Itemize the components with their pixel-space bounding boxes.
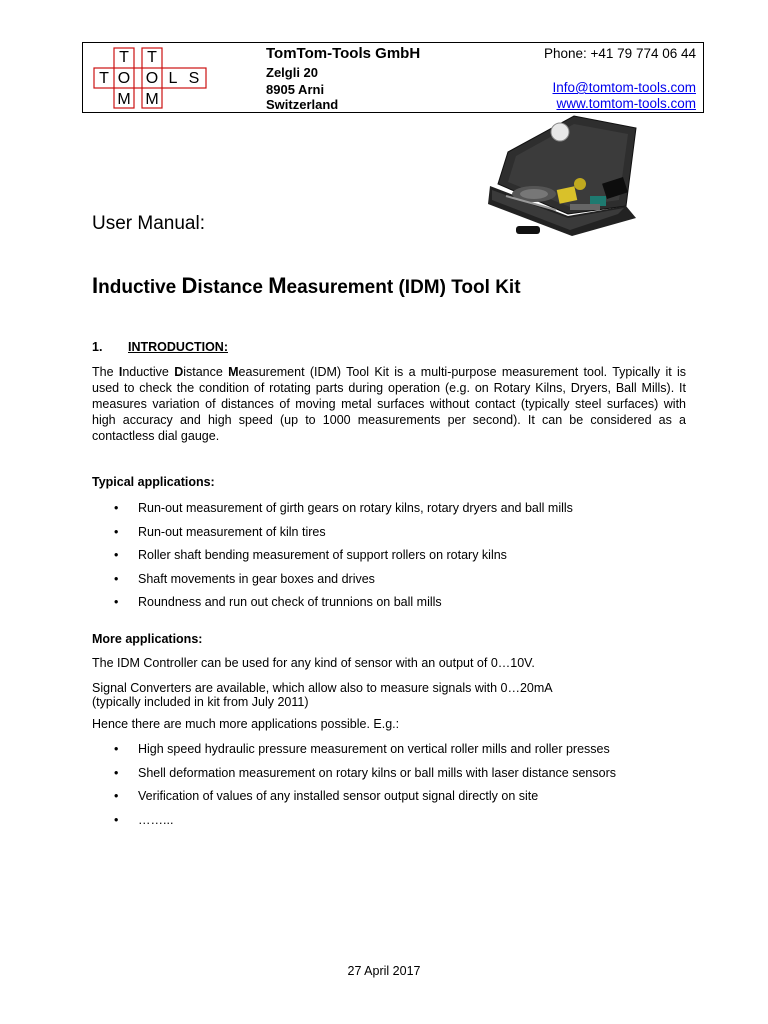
- intro-text-part: The: [92, 365, 119, 379]
- title-part: (IDM) Tool Kit: [398, 277, 521, 298]
- intro-text-part: I: [118, 365, 123, 379]
- bullet-icon: •: [114, 571, 119, 586]
- more-applications-text-1: The IDM Controller can be used for any kind of sensor with an output of 0…10V.: [92, 656, 535, 670]
- more-applications-heading: More applications:: [92, 632, 203, 646]
- typical-applications-list: [92, 500, 692, 618]
- logo-letter: M: [117, 91, 131, 108]
- document-title: [92, 273, 521, 299]
- bullet-icon: •: [114, 789, 119, 803]
- more-applications-text-2: Signal Converters are available, which allow also to measure signals with 0…20mA: [92, 681, 553, 695]
- list-item: [92, 741, 692, 765]
- list-item-text: Roller shaft bending measurement of support rollers on rotary kilns: [138, 548, 507, 562]
- tool-kit-case-photo: [486, 114, 646, 248]
- bullet-icon: •: [114, 501, 119, 515]
- address-street: Zelgli 20: [266, 65, 319, 80]
- logo-letter: L: [168, 70, 178, 87]
- intro-text-part: nductive: [122, 365, 175, 379]
- list-item: [92, 812, 692, 836]
- title-part: M: [268, 273, 287, 298]
- logo-letter: S: [188, 70, 200, 87]
- list-item-text: High speed hydraulic pressure measurement on vertical roller mills and roller presses: [138, 742, 610, 756]
- title-part: easurement: [286, 277, 399, 298]
- bullet-icon: •: [114, 765, 119, 780]
- logo-letter: T: [119, 49, 129, 66]
- logo-letter: O: [145, 70, 159, 87]
- typical-applications-heading: Typical applications:: [92, 475, 215, 489]
- list-item-text: Roundness and run out check of trunnions on ball mills: [138, 595, 442, 609]
- list-item-text: Verification of values of any installed sensor output signal directly on site: [138, 789, 539, 803]
- bullet-icon: •: [114, 524, 119, 539]
- list-item: [92, 524, 692, 548]
- list-item-text: ……...: [138, 812, 174, 827]
- title-part: nductive: [98, 277, 182, 298]
- list-item-text: Run-out measurement of kiln tires: [138, 524, 326, 539]
- logo-letter: M: [145, 91, 159, 108]
- more-applications-text-3: (typically included in kit from July 2011): [92, 695, 309, 709]
- intro-text-part: M: [228, 365, 239, 379]
- user-manual-label: User Manual:: [92, 213, 205, 234]
- list-item: [92, 571, 692, 595]
- list-item: [92, 594, 692, 618]
- list-item: [92, 765, 692, 789]
- website-link[interactable]: www.tomtom-tools.com: [556, 96, 696, 111]
- list-item-text: Shell deformation measurement on rotary kilns or ball mills with laser distance sensors: [138, 765, 616, 780]
- bullet-icon: •: [114, 812, 119, 827]
- list-item: [92, 788, 692, 812]
- company-name: TomTom-Tools GmbH: [266, 45, 421, 62]
- intro-text-part: easurement (IDM) Tool Kit is a multi-purpose measurement tool. Typically it is used to check the condition of rotating parts during operation (e.g. on Rotary Kilns, Dryers, Ball Mills). It measures variation of distances of moving metal surfaces without contact (typically steel surfaces) with high accuracy and high speed (up to 1000 measurements per second). It can be considered as a contactless dial gauge.: [92, 365, 687, 443]
- email-link[interactable]: Info@tomtom-tools.com: [552, 80, 696, 95]
- phone-number: Phone: +41 79 774 06 44: [543, 46, 696, 61]
- tomtom-tools-logo: [92, 46, 210, 112]
- section-number: 1.: [92, 340, 103, 354]
- bullet-icon: •: [114, 548, 119, 562]
- section-title: INTRODUCTION:: [128, 340, 228, 354]
- list-item: [92, 547, 692, 571]
- document-date: 27 April 2017: [347, 964, 421, 978]
- intro-text-part: istance: [183, 365, 229, 379]
- title-part: istance: [197, 277, 269, 298]
- logo-letter: O: [117, 70, 131, 87]
- logo-letter: T: [147, 49, 157, 66]
- bullet-icon: •: [114, 595, 119, 609]
- more-applications-text-4: Hence there are much more applications possible. E.g.:: [92, 717, 400, 731]
- bullet-icon: •: [114, 742, 119, 756]
- list-item: [92, 500, 692, 524]
- logo-letter: T: [99, 70, 109, 87]
- title-part: D: [181, 273, 198, 298]
- address-city: 8905 Arni: [266, 82, 325, 97]
- title-part: I: [92, 273, 99, 298]
- intro-text-part: D: [174, 365, 184, 379]
- list-item-text: Shaft movements in gear boxes and drives: [138, 571, 375, 586]
- address-country: Switzerland: [266, 97, 339, 112]
- list-item-text: Run-out measurement of girth gears on rotary kilns, rotary dryers and ball mills: [138, 501, 573, 515]
- more-applications-list: [92, 741, 692, 835]
- section-heading: [92, 340, 228, 354]
- introduction-paragraph: [92, 364, 686, 444]
